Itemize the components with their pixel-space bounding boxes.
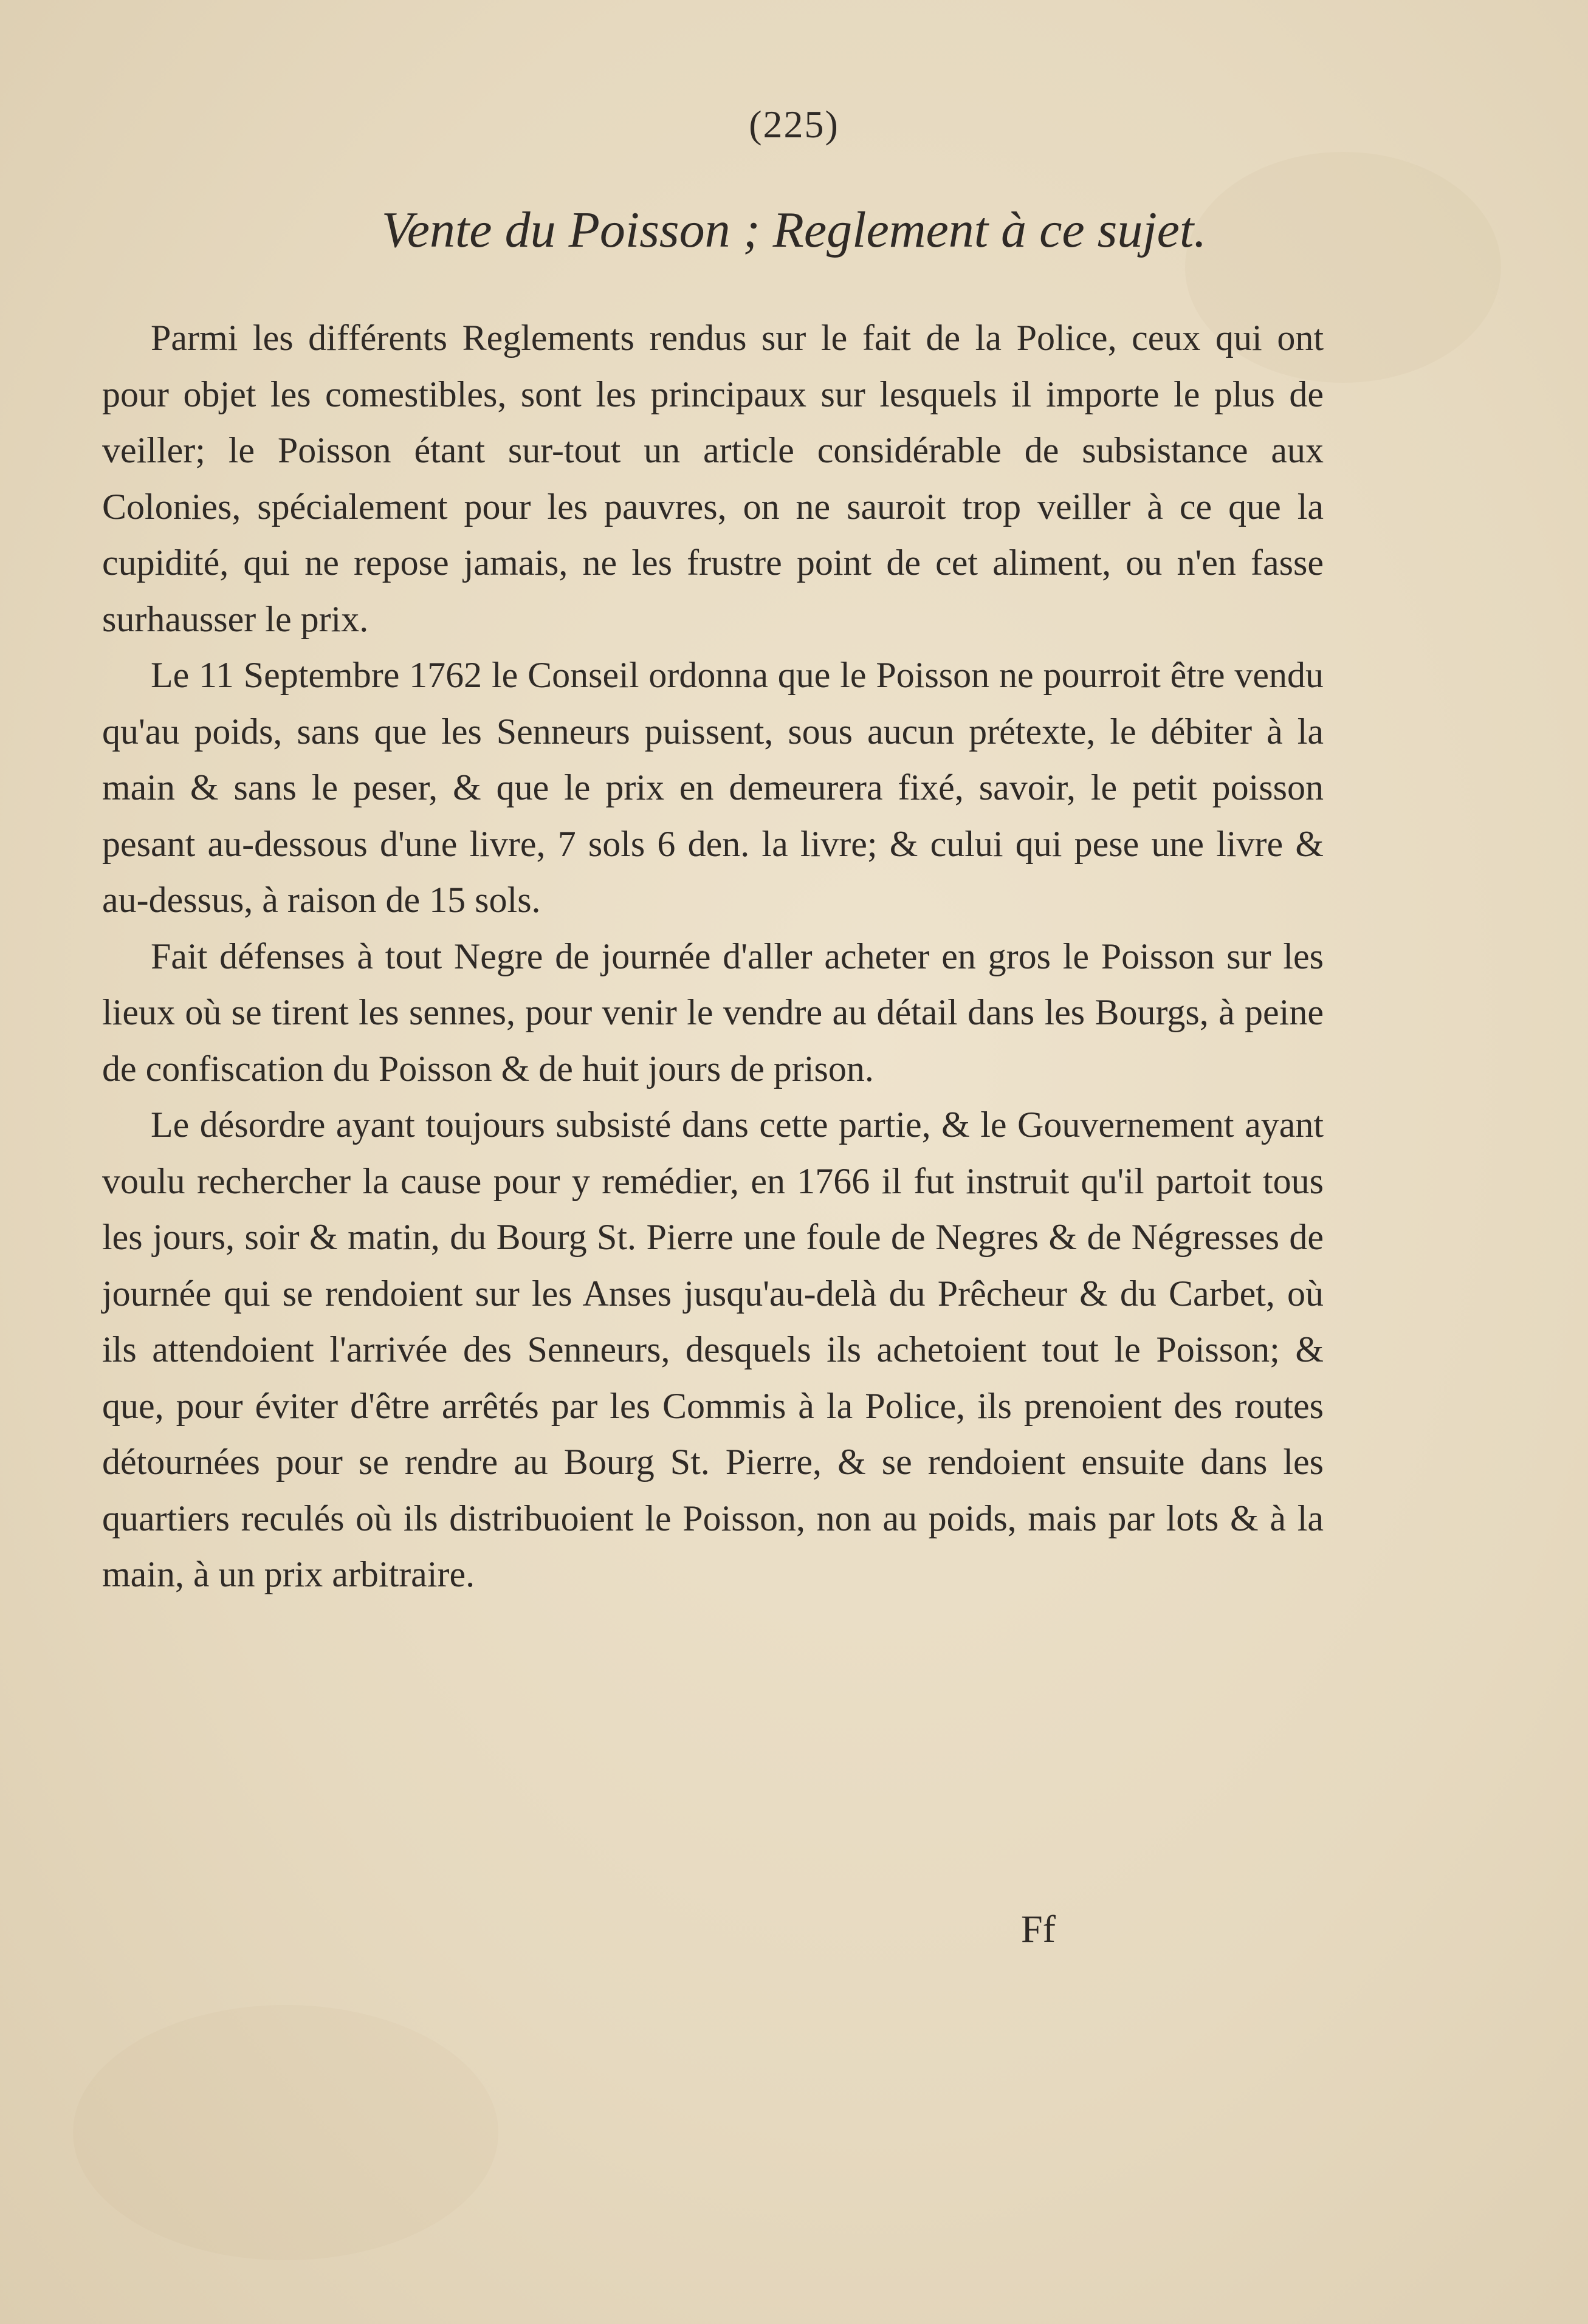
paragraph: Le 11 Septembre 1762 le Conseil ordonna que le Poisson ne pourroit être vendu qu'au poids, sans que les Senneurs puissent, sous aucun prétexte, le débiter à la main & sans le peser, & que le prix en demeurera fixé, savoir, le petit poisson pesant au-dessous d'une livre, 7 sols 6 den. la livre; & cului qui pese une livre & au-dessus, à raison de 15 sols. [102, 655, 1324, 920]
section-title: Vente du Poisson ; Reglement à ce sujet. [381, 202, 1207, 258]
paragraph: Fait défenses à tout Negre de journée d'aller acheter en gros le Poisson sur les lieux où se tirent les sennes, pour venir le vendre au détail dans les Bourgs, à peine de confiscation du Poisson & de huit jours de prison. [102, 936, 1324, 1089]
paper-stain [73, 2005, 498, 2260]
body-text [102, 310, 1324, 1603]
signature-mark: Ff [1021, 1907, 1056, 1950]
paragraph: Parmi les différents Reglements rendus sur le fait de la Police, ceux qui ont pour objet les comestibles, sont les principaux sur lesquels il importe le plus de veiller; le Poisson étant sur-tout un article considérable de subsistance aux Colonies, spécialement pour les pauvres, on ne sauroit trop veiller à ce que la cupidité, qui ne repose jamais, ne les frustre point de cet aliment, ou n'en fasse surhausser le prix. [102, 318, 1324, 639]
paragraph: Le désordre ayant toujours subsisté dans cette partie, & le Gouvernement ayant voulu rechercher la cause pour y remédier, en 1766 il fut instruit qu'il partoit tous les jours, soir & matin, du Bourg St. Pierre une foule de Negres & de Négresses de journée qui se rendoient sur les Anses jusqu'au-delà du Prêcheur & du Carbet, où ils attendoient l'arrivée des Senneurs, desquels ils achetoient tout le Poisson; & que, pour éviter d'être arrêtés par les Commis à la Police, ils prenoient des routes détournées pour se rendre au Bourg St. Pierre, & se rendoient ensuite dans les quartiers reculés où ils distribuoient le Poisson, non au poids, mais par lots & à la main, à un prix arbitraire. [102, 1105, 1324, 1594]
page-number: (225) [749, 103, 839, 146]
